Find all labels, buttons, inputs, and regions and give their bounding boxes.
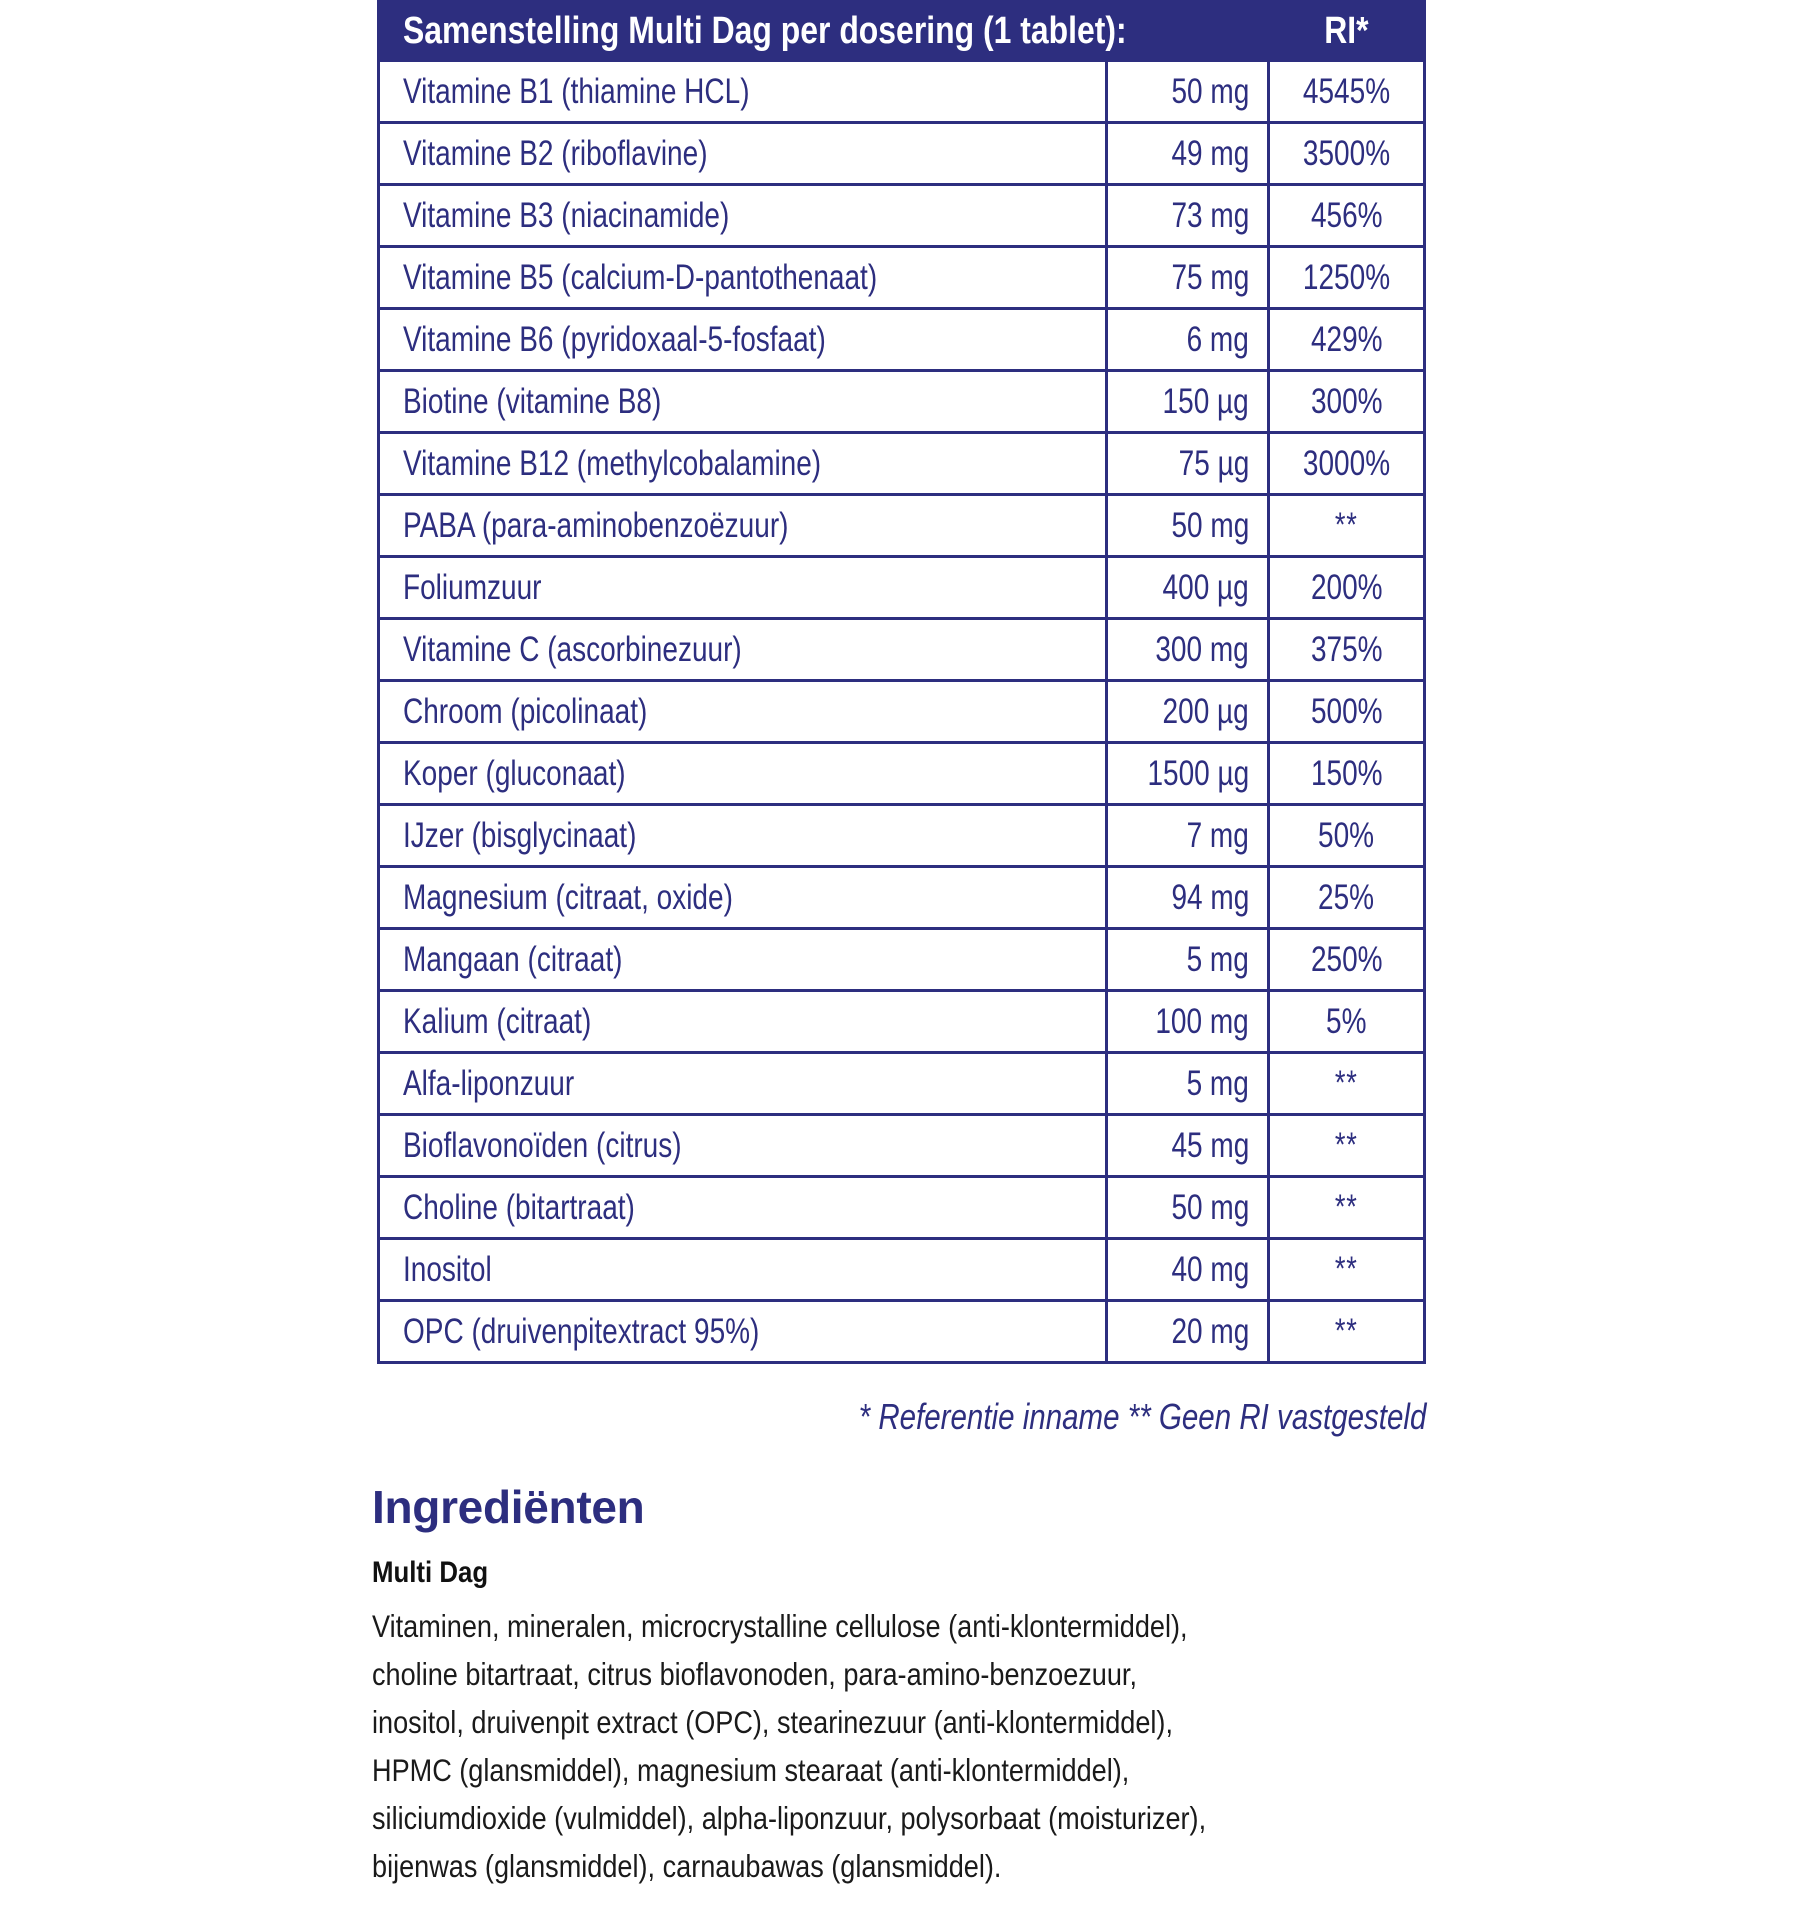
nutrient-name-cell <box>380 682 1105 741</box>
nutrient-ri-text: 429% <box>1310 319 1383 359</box>
nutrient-amount-cell <box>1105 1054 1267 1113</box>
nutrient-name-cell <box>380 186 1105 245</box>
nutrient-ri-cell <box>1267 744 1423 803</box>
nutrient-ri-cell <box>1267 372 1423 431</box>
table-row <box>377 744 1426 806</box>
nutrient-amount-cell <box>1105 434 1267 493</box>
nutrient-amount-text: 5 mg <box>1186 1063 1249 1103</box>
table-header-row <box>377 0 1426 62</box>
nutrient-name-text: Vitamine B2 (riboflavine) <box>403 133 708 173</box>
nutrient-name-cell <box>380 868 1105 927</box>
nutrient-name-cell <box>380 1302 1105 1361</box>
nutrient-ri-text: 500% <box>1310 691 1383 731</box>
ingredients-line <box>372 1602 1442 1650</box>
nutrient-amount-cell <box>1105 682 1267 741</box>
table-row <box>377 806 1426 868</box>
nutrient-name-cell <box>380 310 1105 369</box>
nutrient-name-cell <box>380 434 1105 493</box>
nutrient-amount-text: 94 mg <box>1171 877 1249 917</box>
nutrient-amount-cell <box>1105 930 1267 989</box>
nutrient-ri-text: 150% <box>1310 753 1383 793</box>
nutrient-amount-cell <box>1105 62 1267 121</box>
nutrient-name-text: OPC (druivenpitextract 95%) <box>403 1311 760 1351</box>
ingredients-section <box>372 1480 1442 1890</box>
table-row <box>377 1116 1426 1178</box>
ingredients-line <box>372 1746 1442 1794</box>
nutrient-name-text: Biotine (vitamine B8) <box>403 381 662 421</box>
table-row <box>377 682 1426 744</box>
nutrient-ri-cell <box>1267 1302 1423 1361</box>
table-header-ri-label-text: RI* <box>1324 9 1369 52</box>
nutrient-amount-cell <box>1105 1116 1267 1175</box>
nutrient-amount-cell <box>1105 620 1267 679</box>
nutrient-name-text: Vitamine B6 (pyridoxaal-5-fosfaat) <box>403 319 826 359</box>
table-row <box>377 992 1426 1054</box>
table-row <box>377 310 1426 372</box>
ingredients-line <box>372 1650 1442 1698</box>
nutrient-name-cell <box>380 1240 1105 1299</box>
nutrient-amount-text: 50 mg <box>1171 505 1249 545</box>
nutrient-ri-text: 25% <box>1318 877 1375 917</box>
table-row <box>377 1240 1426 1302</box>
nutrient-amount-cell <box>1105 1240 1267 1299</box>
nutrient-name-cell <box>380 806 1105 865</box>
nutrient-name-cell <box>380 1116 1105 1175</box>
nutrient-ri-cell <box>1267 124 1423 183</box>
nutrient-ri-cell <box>1267 310 1423 369</box>
table-row <box>377 930 1426 992</box>
nutrient-amount-cell <box>1105 372 1267 431</box>
nutrient-ri-text: 250% <box>1310 939 1383 979</box>
nutrient-amount-text: 150 µg <box>1162 381 1249 421</box>
nutrient-ri-cell <box>1267 1240 1423 1299</box>
nutrient-name-text: Vitamine B1 (thiamine HCL) <box>403 71 750 111</box>
nutrient-ri-text: 200% <box>1310 567 1383 607</box>
nutrient-name-text: Koper (gluconaat) <box>403 753 626 793</box>
nutrient-ri-text: 3500% <box>1302 133 1391 173</box>
nutrient-amount-cell <box>1105 806 1267 865</box>
nutrient-ri-cell <box>1267 1054 1423 1113</box>
nutrient-amount-text: 1500 µg <box>1147 753 1249 793</box>
table-row <box>377 1054 1426 1116</box>
nutrient-amount-text: 73 mg <box>1171 195 1249 235</box>
nutrient-amount-text: 50 mg <box>1171 71 1249 111</box>
table-header-title <box>377 10 1267 53</box>
nutrient-name-text: Vitamine C (ascorbinezuur) <box>403 629 742 669</box>
nutrient-amount-cell <box>1105 248 1267 307</box>
nutrient-ri-cell <box>1267 496 1423 555</box>
ingredients-subheading-text: Multi Dag <box>372 1556 489 1589</box>
nutrient-amount-text: 300 mg <box>1155 629 1249 669</box>
ingredients-line-text: siliciumdioxide (vulmiddel), alpha-liponzuur, polysorbaat (moisturizer), <box>372 1800 1207 1836</box>
nutrient-name-text: Choline (bitartraat) <box>403 1187 635 1227</box>
nutrient-name-text: Mangaan (citraat) <box>403 939 623 979</box>
nutrient-name-text: Magnesium (citraat, oxide) <box>403 877 733 917</box>
nutrient-name-text: IJzer (bisglycinaat) <box>403 815 637 855</box>
table-row <box>377 558 1426 620</box>
nutrient-amount-text: 6 mg <box>1186 319 1249 359</box>
table-row <box>377 372 1426 434</box>
nutrient-ri-cell <box>1267 992 1423 1051</box>
nutrient-ri-text: 456% <box>1310 195 1383 235</box>
nutrient-amount-text: 50 mg <box>1171 1187 1249 1227</box>
nutrition-facts-table <box>377 0 1426 1364</box>
nutrient-ri-cell <box>1267 186 1423 245</box>
nutrient-amount-cell <box>1105 124 1267 183</box>
nutrient-ri-cell <box>1267 620 1423 679</box>
nutrient-name-cell <box>380 1178 1105 1237</box>
nutrient-ri-text: ** <box>1335 1188 1358 1226</box>
ingredients-line <box>372 1842 1442 1890</box>
nutrient-amount-cell <box>1105 558 1267 617</box>
nutrient-amount-cell <box>1105 496 1267 555</box>
nutrient-amount-text: 75 mg <box>1171 257 1249 297</box>
table-footnote-text: * Referentie inname ** Geen RI vastgesteld <box>858 1396 1426 1437</box>
table-row <box>377 496 1426 558</box>
nutrient-name-cell <box>380 992 1105 1051</box>
nutrient-amount-text: 75 µg <box>1178 443 1249 483</box>
nutrient-ri-text: 300% <box>1310 381 1383 421</box>
ingredients-line-text: choline bitartraat, citrus bioflavonoden, para-amino-benzoezuur, <box>372 1656 1137 1692</box>
nutrient-ri-text: 3000% <box>1302 443 1391 483</box>
nutrient-ri-text: ** <box>1335 1126 1358 1164</box>
nutrient-ri-cell <box>1267 930 1423 989</box>
nutrient-ri-text: 5% <box>1326 1001 1367 1041</box>
nutrient-name-text: PABA (para-aminobenzoëzuur) <box>403 505 789 545</box>
table-row <box>377 186 1426 248</box>
nutrient-ri-cell <box>1267 434 1423 493</box>
nutrient-amount-text: 49 mg <box>1171 133 1249 173</box>
nutrient-name-cell <box>380 62 1105 121</box>
nutrient-amount-text: 5 mg <box>1186 939 1249 979</box>
nutrient-ri-cell <box>1267 1116 1423 1175</box>
nutrient-amount-text: 100 mg <box>1155 1001 1249 1041</box>
ingredients-body <box>372 1602 1442 1890</box>
nutrient-ri-text: 1250% <box>1302 257 1391 297</box>
ingredients-line <box>372 1698 1442 1746</box>
nutrient-amount-text: 40 mg <box>1171 1249 1249 1289</box>
nutrient-amount-cell <box>1105 310 1267 369</box>
ingredients-line-text: bijenwas (glansmiddel), carnaubawas (glansmiddel). <box>372 1848 1002 1884</box>
nutrient-name-cell <box>380 558 1105 617</box>
nutrient-name-cell <box>380 124 1105 183</box>
nutrient-ri-cell <box>1267 868 1423 927</box>
nutrient-ri-cell <box>1267 248 1423 307</box>
nutrient-amount-cell <box>1105 868 1267 927</box>
nutrient-name-cell <box>380 496 1105 555</box>
nutrient-name-text: Foliumzuur <box>403 567 542 607</box>
nutrient-amount-text: 7 mg <box>1186 815 1249 855</box>
table-row <box>377 62 1426 124</box>
nutrient-amount-cell <box>1105 744 1267 803</box>
nutrient-ri-text: ** <box>1335 506 1358 544</box>
table-row <box>377 434 1426 496</box>
nutrient-name-cell <box>380 1054 1105 1113</box>
table-body <box>377 62 1426 1364</box>
ingredients-subheading <box>372 1556 1442 1590</box>
table-row <box>377 124 1426 186</box>
nutrient-ri-text: 375% <box>1310 629 1383 669</box>
nutrient-amount-cell <box>1105 186 1267 245</box>
nutrient-name-text: Vitamine B12 (methylcobalamine) <box>403 443 822 483</box>
table-row <box>377 620 1426 682</box>
nutrient-name-text: Chroom (picolinaat) <box>403 691 648 731</box>
nutrient-ri-text: 50% <box>1318 815 1375 855</box>
nutrient-ri-cell <box>1267 1178 1423 1237</box>
nutrient-ri-cell <box>1267 682 1423 741</box>
nutrient-name-text: Vitamine B5 (calcium-D-pantothenaat) <box>403 257 878 297</box>
nutrient-name-cell <box>380 930 1105 989</box>
nutrient-ri-cell <box>1267 806 1423 865</box>
nutrient-amount-text: 200 µg <box>1162 691 1249 731</box>
table-row <box>377 868 1426 930</box>
nutrient-ri-text: ** <box>1335 1312 1358 1350</box>
nutrient-name-text: Inositol <box>403 1249 492 1289</box>
nutrient-ri-text: ** <box>1335 1064 1358 1102</box>
nutrient-ri-text: 4545% <box>1302 71 1391 111</box>
ingredients-line-text: HPMC (glansmiddel), magnesium stearaat (anti-klontermiddel), <box>372 1752 1130 1788</box>
nutrient-name-text: Alfa-liponzuur <box>403 1063 575 1103</box>
table-footnote <box>377 1396 1426 1438</box>
nutrient-name-text: Bioflavonoïden (citrus) <box>403 1125 682 1165</box>
nutrient-name-text: Kalium (citraat) <box>403 1001 592 1041</box>
nutrient-ri-text: ** <box>1335 1250 1358 1288</box>
nutrient-name-cell <box>380 620 1105 679</box>
table-row <box>377 1178 1426 1240</box>
nutrient-ri-cell <box>1267 558 1423 617</box>
ingredients-line-text: inositol, druivenpit extract (OPC), stearinezuur (anti-klontermiddel), <box>372 1704 1173 1740</box>
nutrient-amount-cell <box>1105 1178 1267 1237</box>
table-row <box>377 248 1426 310</box>
nutrient-ri-cell <box>1267 62 1423 121</box>
table-row <box>377 1302 1426 1364</box>
nutrient-amount-text: 400 µg <box>1162 567 1249 607</box>
nutrient-name-cell <box>380 372 1105 431</box>
nutrient-name-cell <box>380 248 1105 307</box>
nutrient-name-cell <box>380 744 1105 803</box>
nutrient-name-text: Vitamine B3 (niacinamide) <box>403 195 730 235</box>
ingredients-heading: Ingrediënten <box>372 1481 645 1533</box>
ingredients-line-text: Vitaminen, mineralen, microcrystalline cellulose (anti-klontermiddel), <box>372 1608 1188 1644</box>
ingredients-line <box>372 1794 1442 1842</box>
nutrient-amount-text: 45 mg <box>1171 1125 1249 1165</box>
table-header-title-text: Samenstelling Multi Dag per dosering (1 tablet): <box>403 9 1127 52</box>
nutrient-amount-cell <box>1105 992 1267 1051</box>
nutrient-amount-cell <box>1105 1302 1267 1361</box>
table-header-ri-label <box>1267 10 1426 53</box>
nutrient-amount-text: 20 mg <box>1171 1311 1249 1351</box>
